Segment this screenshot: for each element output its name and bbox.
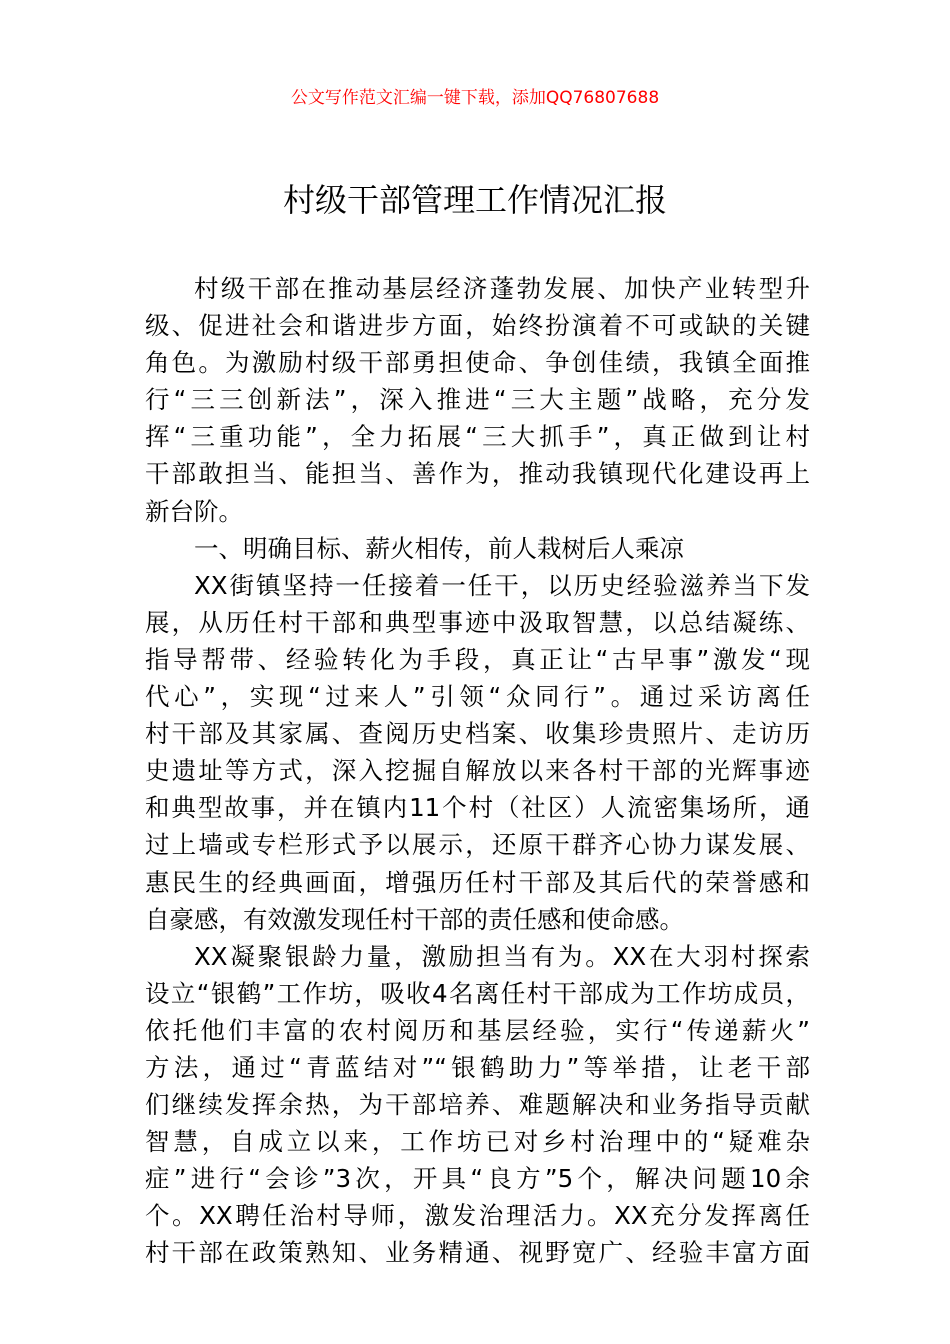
paragraph-line: 新台阶。 [145,496,243,526]
section-heading: 一、明确目标、薪火相传，前人栽树后人乘凉 [194,533,684,563]
paragraph-line: 们继续发挥余热，为干部培养、难题解决和业务指导贡献 [145,1090,810,1120]
paragraph-line: 展，从历任村干部和典型事迹中汲取智慧，以总结凝练、 [145,607,810,637]
paragraph-line: 智慧，自成立以来，工作坊已对乡村治理中的“疑难杂 [145,1127,810,1157]
paragraph-line: 个。XX聘任治村导师，激发治理活力。XX充分发挥离任 [145,1201,810,1231]
paragraph-line: 挥“三重功能”，全力拓展“三大抓手”，真正做到让村 [145,422,810,452]
paragraph-line: 代心”，实现“过来人”引领“众同行”。通过采访离任 [145,682,810,712]
paragraph-line: 史遗址等方式，深入挖掘自解放以来各村干部的光辉事迹 [145,756,810,786]
paragraph-line: 级、促进社会和谐进步方面，始终扮演着不可或缺的关键 [145,311,810,341]
paragraph-line: 干部敢担当、能担当、善作为，推动我镇现代化建设再上 [145,459,810,489]
paragraph-line: 依托他们丰富的农村阅历和基层经验，实行“传递薪火” [145,1015,810,1045]
paragraph-line: XX街镇坚持一任接着一任干，以历史经验滋养当下发 [194,570,810,600]
paragraph-line: 和典型故事，并在镇内11个村（社区）人流密集场所，通 [145,793,810,823]
paragraph-line: 指导帮带、经验转化为手段，真正让“古早事”激发“现 [145,644,810,674]
paragraph-line: 村干部在政策熟知、业务精通、视野宽广、经验丰富方面 [145,1238,810,1268]
paragraph-line: 自豪感，有效激发现任村干部的责任感和使命感。 [145,904,684,934]
document-title: 村级干部管理工作情况汇报 [282,181,667,219]
paragraph-line: 惠民生的经典画面，增强历任村干部及其后代的荣誉感和 [145,867,810,897]
paragraph-line: 角色。为激励村级干部勇担使命、争创佳绩，我镇全面推 [145,348,810,378]
paragraph-line: 行“三三创新法”，深入推进“三大主题”战略，充分发 [145,385,810,415]
download-notice: 公文写作范文汇编一键下载，添加QQ76807688 [290,88,660,108]
paragraph-line: 设立“银鹤”工作坊，吸收4名离任村干部成为工作坊成员， [145,978,810,1008]
paragraph-line: 村干部及其家属、查阅历史档案、收集珍贵照片、走访历 [145,719,810,749]
paragraph-line: XX凝聚银龄力量，激励担当有为。XX在大羽村探索 [194,941,810,971]
paragraph-line: 村级干部在推动基层经济蓬勃发展、加快产业转型升 [194,274,810,303]
paragraph-line: 过上墙或专栏形式予以展示，还原干群齐心协力谋发展、 [145,830,810,860]
paragraph-line: 方法，通过“青蓝结对”“银鹤助力”等举措，让老干部 [145,1052,810,1082]
document-body [145,270,810,1272]
paragraph-line: 症”进行“会诊”3次，开具“良方”5个，解决问题10余 [145,1164,810,1194]
